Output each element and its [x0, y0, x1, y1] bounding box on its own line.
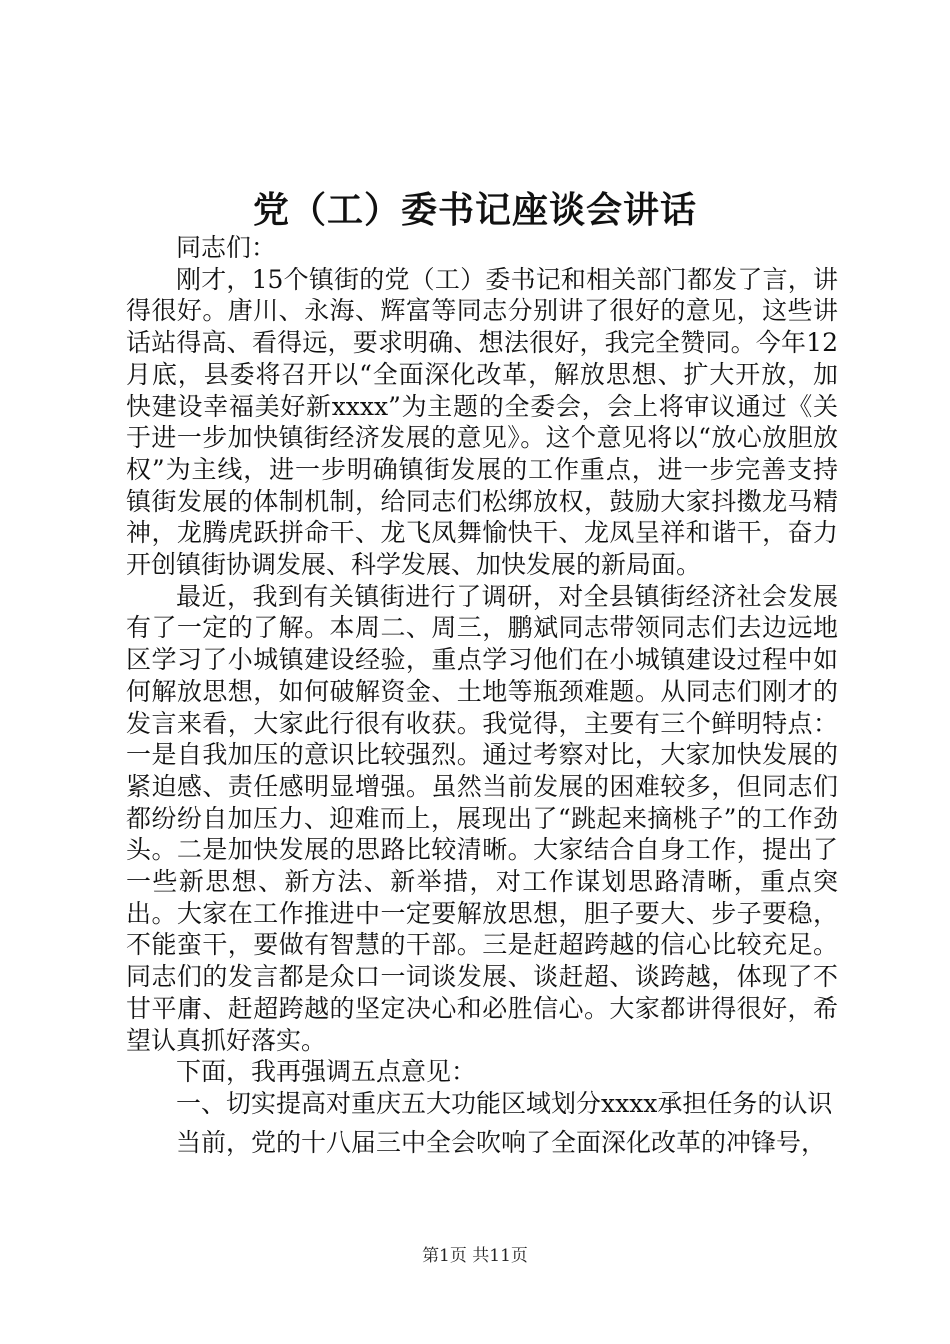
salutation: 同志们： — [176, 233, 277, 262]
paragraph-1: 刚才，15个镇街的党（工）委书记和相关部门都发了言，讲得很好。唐川、永海、辉富等同志分别讲了很好的意见，这些讲话站得高、看得远，要求明确、想法很好，我完全赞同。今年12月底，县委将召开以“全面深化改革，解放思想、扩大开放，加快建设幸福美好新xxxx”为主题的全委会，会上将审议通过《关于进一步加快镇街经济发展的意见》。这个意见将以“放心放胆放权”为主线，进一步明确镇街发展的工作重点，进一步完善支持镇街发展的体制机制，给同志们松绑放权，鼓励大家抖擞龙马精神，龙腾虎跃拼命干、龙飞凤舞愉快干、龙凤呈祥和谐干，奋力开创镇街协调发展、科学发展、加快发展的新局面。 — [126, 264, 838, 580]
section-heading-1: 一、切实提高对重庆五大功能区域划分xxxx承担任务的认识 — [176, 1088, 833, 1118]
document-body — [126, 232, 838, 1158]
paragraph-2: 最近，我到有关镇街进行了调研，对全县镇街经济社会发展有了一定的了解。本周二、周三，鹏斌同志带领同志们去边远地区学习了小城镇建设经验，重点学习他们在小城镇建设过程中如何解放思想，如何破解资金、土地等瓶颈难题。从同志们刚才的发言来看，大家此行很有收获。我觉得，主要有三个鲜明特点：一是自我加压的意识比较强烈。通过考察对比，大家加快发展的紧迫感、责任感明显增强。虽然当前发展的困难较多，但同志们都纷纷自加压力、迎难而上，展现出了“跳起来摘桃子”的工作劲头。二是加快发展的思路比较清晰。大家结合自身工作，提出了一些新思想、新方法、新举措，对工作谋划思路清晰，重点突出。大家在工作推进中一定要解放思想，胆子要大、步子要稳，不能蛮干，要做有智慧的干部。三是赶超跨越的信心比较充足。同志们的发言都是众口一词谈发展、谈赶超、谈跨越，体现了不甘平庸、赶超跨越的坚定决心和必胜信心。大家都讲得很好，希望认真抓好落实。 — [126, 581, 838, 1055]
page-footer: 第1页 共11页 — [422, 1246, 528, 1266]
paragraph-3: 下面，我再强调五点意见： — [176, 1057, 477, 1087]
document-title: 党（工）委书记座谈会讲话 — [252, 189, 697, 231]
paragraph-4: 当前，党的十八届三中全会吹响了全面深化改革的冲锋号， — [176, 1127, 827, 1157]
